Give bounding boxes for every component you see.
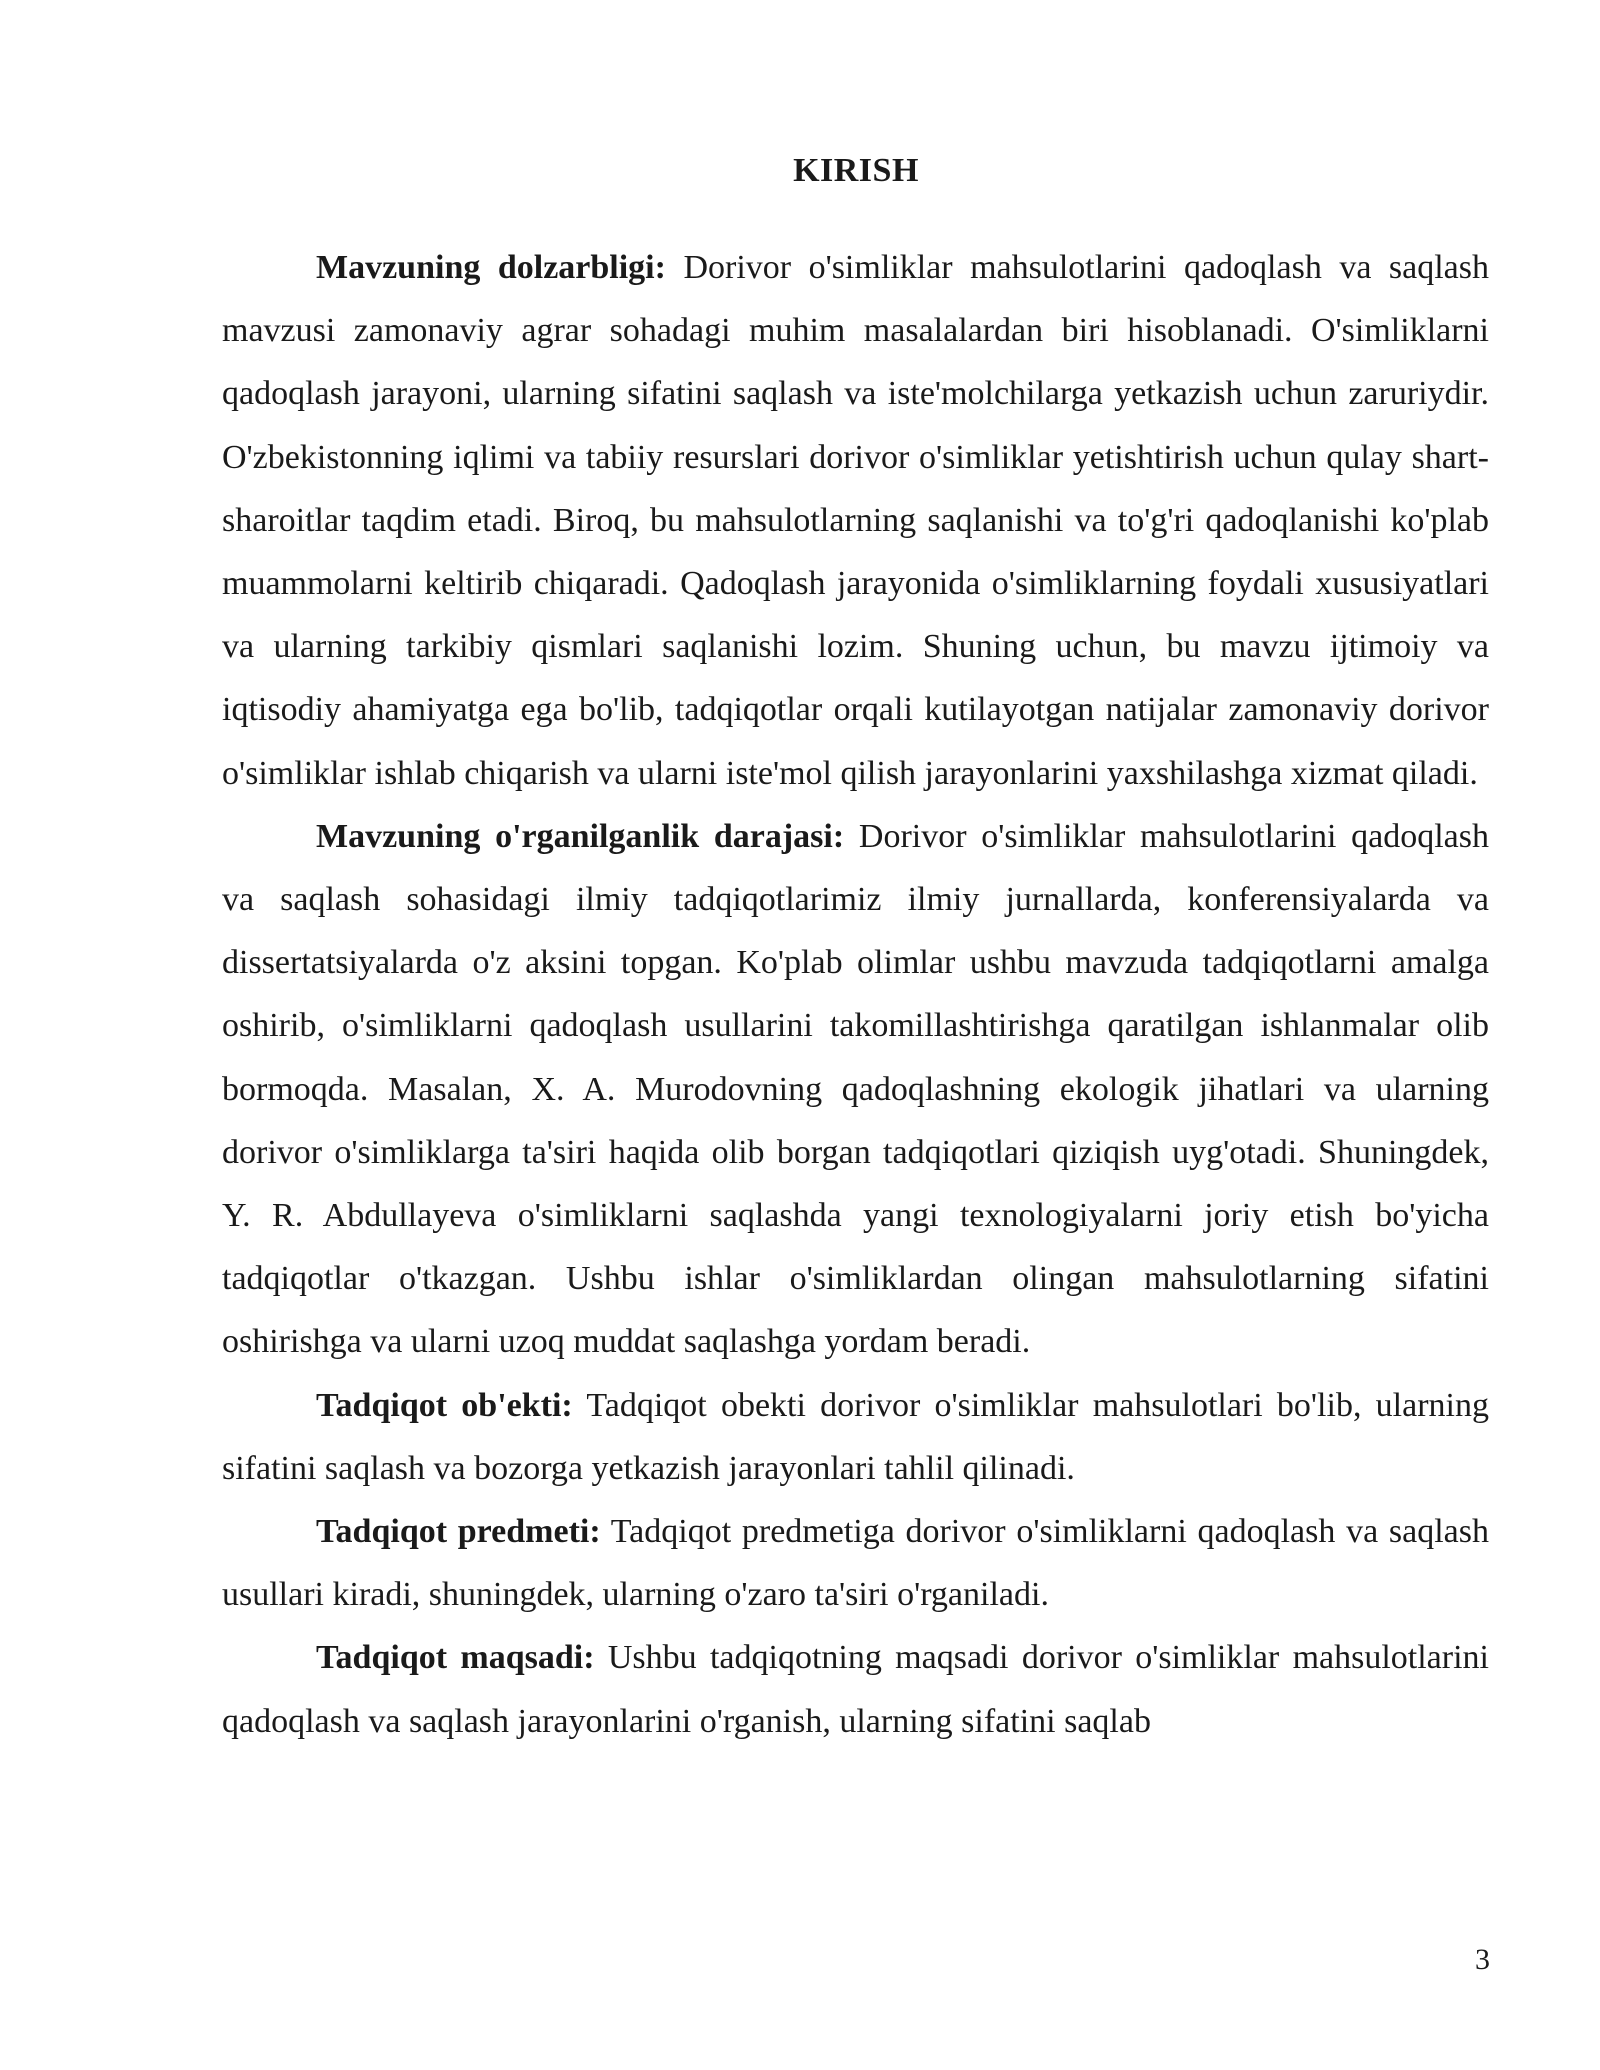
paragraph-text: Tadqiqot predmetiga dorivor o'simliklarni qadoqlash va saqlash usullari kiradi, shuningdek, ularning o'zaro ta'siri o'rganiladi.	[222, 1513, 1489, 1614]
page-title: KIRISH	[793, 152, 919, 189]
paragraph-text: Dorivor o'simliklar mahsulotlarini qadoqlash va saqlash mavzusi zamonaviy agrar sohadagi muhim masalalardan biri hisoblanadi. O'simliklarni qadoqlash jarayoni, ularning sifatini saqlash va iste'molchilarga yetkazish uchun zaruriydir. O'zbekistonning iqlimi va tabiiy resurslari dorivor o'simliklar yetishtirish uchun qulay shart-sharoitlar taqdim etadi. Biroq, bu mahsulotlarning saqlanishi va to'g'ri qadoqlanishi ko'plab muammolarni keltirib chiqaradi. Qadoqlash jarayonida o'simliklarning foydali xususiyatlari va ularning tarkibiy qismlari saqlanishi lozim. Shuning uchun, bu mavzu ijtimoiy va iqtisodiy ahamiyatga ega bo'lib, tadqiqotlar orqali kutilayotgan natijalar zamonaviy dorivor o'simliklar ishlab chiqarish va ularni iste'mol qilish jarayonlarini yaxshilashga xizmat qiladi.	[222, 249, 1489, 792]
paragraph-label: Mavzuning o'rganilganlik darajasi:	[316, 817, 845, 855]
paragraph-label: Tadqiqot ob'ekti:	[316, 1386, 573, 1424]
paragraph-text: Tadqiqot obekti dorivor o'simliklar mahsulotlari bo'lib, ularning sifatini saqlash va bozorga yetkazish jarayonlari tahlil qilinadi.	[222, 1386, 1489, 1487]
paragraph-study-level	[222, 805, 1489, 1374]
paragraph-research-goal	[222, 1626, 1489, 1752]
paragraph-research-object	[222, 1374, 1489, 1500]
paragraph-research-subject	[222, 1500, 1489, 1626]
page-number: 3	[1475, 1943, 1490, 1976]
document-body	[222, 236, 1489, 1753]
paragraph-label: Mavzuning dolzarbligi:	[316, 249, 666, 286]
paragraph-text: Ushbu tadqiqotning maqsadi dorivor o'simliklar mahsulotlarini qadoqlash va saqlash jarayonlarini o'rganish, ularning sifatini saqlab	[222, 1639, 1489, 1740]
paragraph-relevance	[222, 236, 1489, 805]
paragraph-label: Tadqiqot predmeti:	[316, 1513, 601, 1551]
paragraph-text: Dorivor o'simliklar mahsulotlarini qadoqlash va saqlash sohasidagi ilmiy tadqiqotlarimiz ilmiy jurnallarda, konferensiyalarda va dissertatsiyalarda o'z aksini topgan. Ko'plab olimlar ushbu mavzuda tadqiqotlarni amalga oshirib, o'simliklarni qadoqlash usullarini takomillashtirishga qaratilgan ishlanmalar olib bormoqda. Masalan, X. A. Murodovning qadoqlashning ekologik jihatlari va ularning dorivor o'simliklarga ta'siri haqida olib borgan tadqiqotlari qiziqish uyg'otadi. Shuningdek, Y. R. Abdullayeva o'simliklarni saqlashda yangi texnologiyalarni joriy etish bo'yicha tadqiqotlar o'tkazgan. Ushbu ishlar o'simliklardan olingan mahsulotlarning sifatini oshirishga va ularni uzoq muddat saqlashga yordam beradi.	[222, 817, 1490, 1361]
paragraph-label: Tadqiqot maqsadi:	[316, 1639, 595, 1677]
